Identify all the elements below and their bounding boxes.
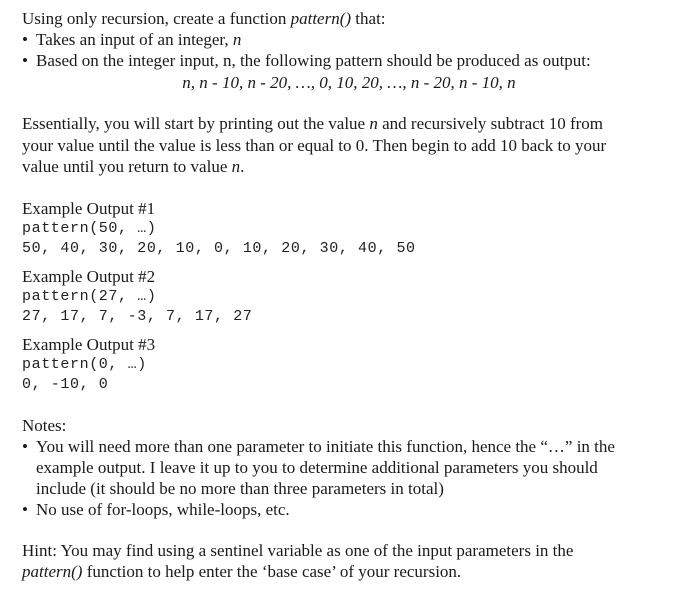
notes-bullets [22, 436, 662, 520]
intro-section [22, 8, 662, 93]
example-output: 50, 40, 30, 20, 10, 0, 10, 20, 30, 40, 50 [22, 239, 416, 257]
example-title: Example Output #1 [22, 198, 156, 218]
list-item: • Based on the integer input, n, the following pattern should be produced as output: [22, 51, 591, 70]
document-page [22, 8, 662, 582]
hint-paragraph: Hint: You may find using a sentinel variable as one of the input parameters in the pattern() function to help enter the ‘base case’ of your recursion. [22, 540, 574, 581]
explanation-paragraph: Essentially, you will start by printing out the value n and recursively subtract 10 from your value until the value is less than or equal to 0. Then begin to add 10 back to your value until you return to value n. [22, 114, 607, 176]
example-title: Example Output #2 [22, 266, 156, 286]
list-item: • You will need more than one parameter to initiate this function, hence the “…” in the example output. I leave it up to you to determine additional parameters you should include (it should be no more than three parameters in total) [22, 436, 615, 498]
notes-heading: Notes: [22, 415, 67, 435]
example-title: Example Output #3 [22, 334, 156, 354]
function-name: pattern() [290, 9, 352, 28]
bullet-icon: • [22, 436, 28, 456]
bullet-icon: • [22, 51, 28, 70]
example-block [22, 266, 662, 327]
list-item: • Takes an input of an integer, n [22, 30, 242, 49]
bullet-icon: • [22, 30, 28, 49]
notes-section [22, 415, 662, 520]
bullet-icon: • [22, 499, 28, 519]
example-block [22, 334, 662, 395]
intro-line: Using only recursion, create a function pattern() that: [22, 9, 386, 28]
example-output: 0, -10, 0 [22, 375, 109, 393]
example-call: pattern(50, …) [22, 219, 157, 237]
example-call: pattern(0, …) [22, 355, 147, 373]
list-item: • No use of for-loops, while-loops, etc. [22, 499, 290, 519]
example-output: 27, 17, 7, -3, 7, 17, 27 [22, 307, 253, 325]
function-name: pattern() [22, 561, 83, 581]
example-call: pattern(27, …) [22, 287, 157, 305]
pattern-formula: n, n - 10, n - 20, …, 0, 10, 20, …, n - 20, n - 10, n [182, 73, 516, 92]
example-block [22, 198, 662, 259]
intro-bullets [22, 29, 662, 71]
